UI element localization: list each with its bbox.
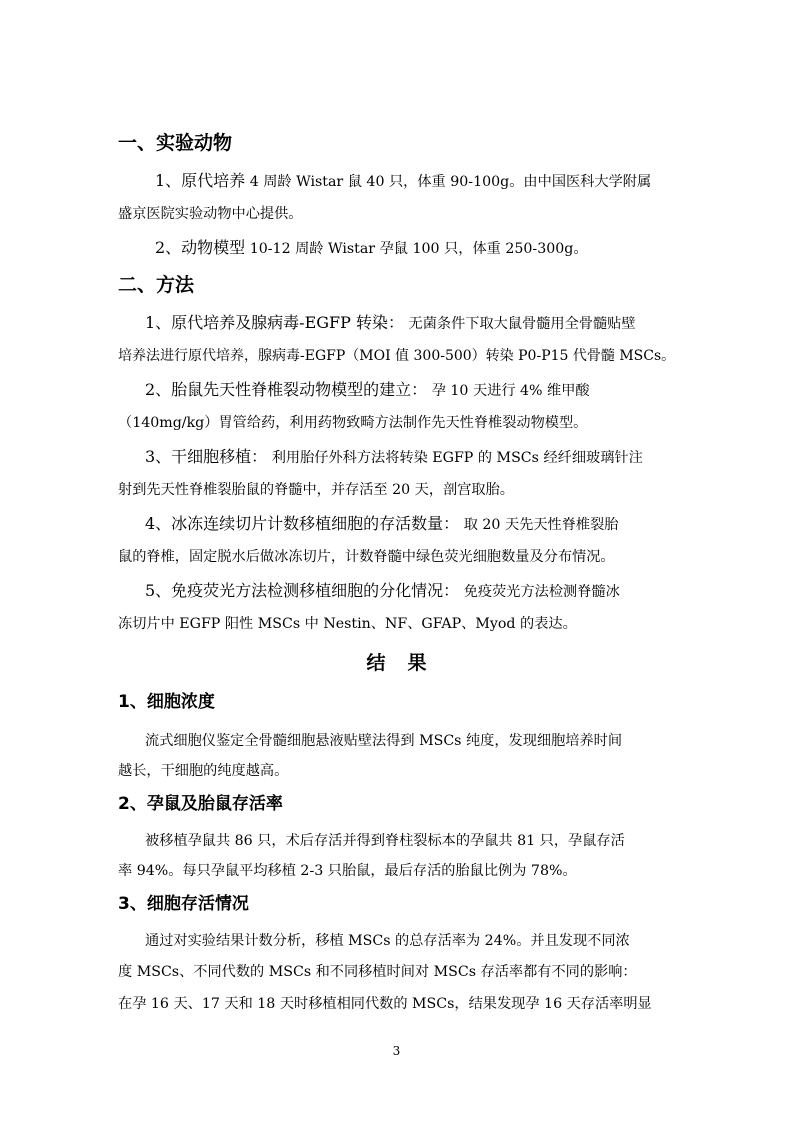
results-title: 结果 (366, 652, 449, 674)
paragraph-line: 通过对实验结果计数分析，移植 MSCs 的总存活率为 24%。并且发现不同浓 (145, 933, 630, 949)
item-text: 取 20 天先天性脊椎裂胎 (459, 517, 619, 533)
item-lead: 2、胎鼠先天性脊椎裂动物模型的建立： (145, 380, 428, 399)
paragraph-line: 冻切片中 EGFP 阳性 MSCs 中 Nestin、NF、GFAP、Myod 的表达。 (118, 616, 577, 632)
paragraph-line: 盛京医院实验动物中心提供。 (118, 206, 303, 222)
paragraph-line: 率 94%。每只孕鼠平均移植 2-3 只胎鼠，最后存活的胎鼠比例为 78%。 (118, 863, 577, 879)
page-number: 3 (392, 1044, 401, 1058)
item-lead: 1、原代培养 (155, 171, 246, 190)
paragraph-line: 鼠的脊椎，固定脱水后做冰冻切片，计数脊髓中绿色荧光细胞数量及分布情况。 (118, 549, 615, 565)
item-lead: 2、动物模型 (155, 238, 246, 257)
item-text: 10-12 周龄 Wistar 孕鼠 100 只，体重 250-300g。 (245, 241, 588, 257)
paragraph-line: 在孕 16 天、17 天和 18 天时移植相同代数的 MSCs，结果发现孕 16 天存活率明显 (118, 996, 652, 1012)
paragraph-line (145, 313, 678, 334)
subsection-heading: 2、孕鼠及胎鼠存活率 (118, 794, 283, 814)
item-text: 免疫荧光方法检测脊髓冰 (459, 584, 620, 600)
item-text: 孕 10 天进行 4% 维甲酸 (427, 383, 590, 399)
paragraph-line: 射到先天性脊椎裂胎鼠的脊髓中，并存活至 20 天，剖宫取胎。 (118, 482, 514, 498)
paragraph-line: （140mg/kg）胃管给药，利用药物致畸方法制作先天性脊椎裂动物模型。 (118, 415, 588, 431)
item-text: 4 周龄 Wistar 鼠 40 只，体重 90-100g。由中国医科大学附属 (245, 174, 652, 190)
item-lead: 3、干细胞移植： (145, 447, 268, 466)
paragraph-line: 越长，干细胞的纯度越高。 (118, 763, 289, 779)
paragraph-line (145, 514, 678, 535)
item-lead: 4、冰冻连续切片计数移植细胞的存活数量： (145, 514, 460, 533)
section-heading-methods: 二、方法 (118, 274, 195, 296)
item-text: 利用胎仔外科方法将转染 EGFP 的 MSCs 经纤细玻璃针注 (267, 450, 643, 466)
subsection-heading: 1、细胞浓度 (118, 692, 215, 712)
paragraph-line: 流式细胞仪鉴定全骨髓细胞悬液贴壁法得到 MSCs 纯度，发现细胞培养时间 (145, 733, 623, 749)
paragraph-line (155, 171, 678, 192)
item-lead: 5、免疫荧光方法检测移植细胞的分化情况： (145, 581, 460, 600)
paragraph-line (155, 238, 678, 259)
paragraph-line (145, 581, 678, 602)
paragraph-line (145, 447, 678, 468)
section-heading-animals: 一、实验动物 (118, 132, 233, 154)
paragraph-line: 度 MSCs、不同代数的 MSCs 和不同移植时间对 MSCs 存活率都有不同的影响： (118, 964, 637, 980)
paragraph-line: 被移植孕鼠共 86 只，术后存活并得到脊柱裂标本的孕鼠共 81 只，孕鼠存活 (145, 833, 625, 849)
paragraph-line (145, 380, 678, 401)
item-text: 无菌条件下取大鼠骨髓用全骨髓贴壁 (404, 316, 636, 332)
subsection-heading: 3、细胞存活情况 (118, 894, 249, 914)
item-lead: 1、原代培养及腺病毒-EGFP 转染： (145, 313, 405, 332)
paragraph-line: 培养法进行原代培养，腺病毒-EGFP（MOI 值 300-500）转染 P0-P15 代骨髓 MSCs。 (118, 348, 676, 364)
